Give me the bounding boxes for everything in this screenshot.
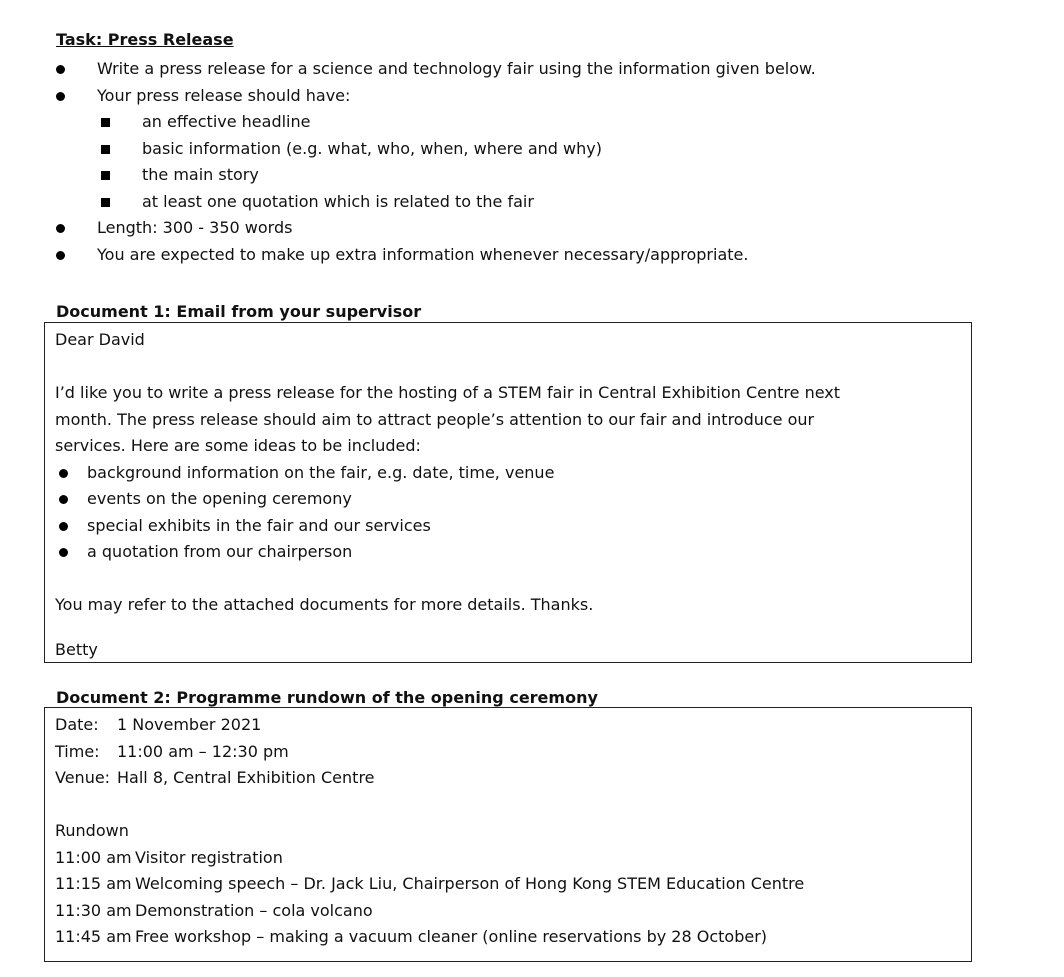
task-bullet: Your press release should have: xyxy=(56,83,1016,110)
email-signature: Betty xyxy=(55,640,98,659)
doc1-heading: Document 1: Email from your supervisor xyxy=(56,302,422,321)
rundown-row xyxy=(55,845,283,872)
rundown-event: Demonstration – cola volcano xyxy=(135,900,373,920)
bullet-square-icon xyxy=(101,118,110,127)
doc1-email-box xyxy=(44,322,972,663)
email-paragraph-line: month. The press release should aim to attract people’s attention to our fair and introduce our xyxy=(55,409,815,429)
rundown-time: 11:15 am xyxy=(55,874,132,893)
bullet-dot-icon xyxy=(56,92,65,101)
rundown-event: Visitor registration xyxy=(135,847,283,867)
task-title: Task: Press Release xyxy=(56,30,234,49)
bullet-dot-icon xyxy=(59,548,68,557)
task-sub-bullet: the main story xyxy=(56,162,1016,189)
email-closing: You may refer to the attached documents for more details. Thanks. xyxy=(55,595,594,614)
email-greeting: Dear David xyxy=(55,330,145,349)
doc2-heading: Document 2: Programme rundown of the opening ceremony xyxy=(56,688,598,707)
task-bullet: Write a press release for a science and technology fair using the information given below. xyxy=(56,56,1016,83)
bullet-square-icon xyxy=(101,198,110,207)
email-idea-item: events on the opening ceremony xyxy=(55,486,955,513)
rundown-time: 11:45 am xyxy=(55,927,132,946)
rundown-event: Welcoming speech – Dr. Jack Liu, Chairperson of Hong Kong STEM Education Centre xyxy=(135,874,805,893)
task-bullet-list xyxy=(56,56,1016,268)
bullet-dot-icon xyxy=(56,251,65,260)
time-value: 11:00 am – 12:30 pm xyxy=(117,741,289,761)
venue-label: Venue: xyxy=(55,768,111,787)
bullet-square-icon xyxy=(101,145,110,154)
date-value: 1 November 2021 xyxy=(117,715,262,734)
bullet-dot-icon xyxy=(56,65,65,74)
venue-row xyxy=(55,765,375,792)
bullet-dot-icon xyxy=(56,224,65,233)
email-idea-item: a quotation from our chairperson xyxy=(55,539,955,566)
email-paragraph-line: services. Here are some ideas to be included: xyxy=(55,436,421,455)
doc2-rundown-box xyxy=(44,707,972,962)
time-row xyxy=(55,739,289,766)
date-row xyxy=(55,712,261,739)
bullet-dot-icon xyxy=(59,469,68,478)
email-idea-item: background information on the fair, e.g. date, time, venue xyxy=(55,460,955,487)
email-idea-item: special exhibits in the fair and our services xyxy=(55,513,955,540)
time-label: Time: xyxy=(55,741,100,761)
rundown-label: Rundown xyxy=(55,821,129,840)
task-sub-bullet: at least one quotation which is related to the fair xyxy=(56,189,1016,216)
bullet-dot-icon xyxy=(59,495,68,504)
email-paragraph-line: I’d like you to write a press release for the hosting of a STEM fair in Central Exhibition Centre next xyxy=(55,383,841,402)
rundown-row xyxy=(55,924,767,951)
task-bullet: Length: 300 - 350 words xyxy=(56,215,1016,242)
rundown-row xyxy=(55,871,804,898)
task-sub-bullet: an effective headline xyxy=(56,109,1016,136)
rundown-time: 11:30 am xyxy=(55,900,132,920)
rundown-time: 11:00 am xyxy=(55,847,132,867)
date-label: Date: xyxy=(55,715,99,734)
rundown-row xyxy=(55,898,373,925)
task-bullet: You are expected to make up extra information whenever necessary/appropriate. xyxy=(56,242,1016,269)
task-sub-bullet: basic information (e.g. what, who, when, where and why) xyxy=(56,136,1016,163)
bullet-dot-icon xyxy=(59,522,68,531)
venue-value: Hall 8, Central Exhibition Centre xyxy=(117,768,375,787)
bullet-square-icon xyxy=(101,171,110,180)
rundown-event: Free workshop – making a vacuum cleaner (online reservations by 28 October) xyxy=(135,927,768,946)
